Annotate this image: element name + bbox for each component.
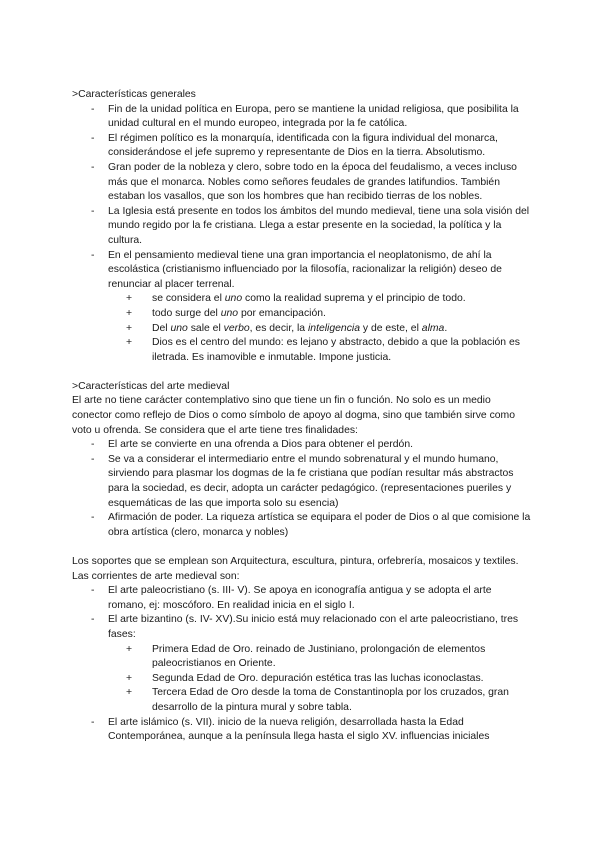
art-currents-list [72,584,532,745]
sub-list-item: + todo surge del uno por emancipación. [108,307,532,322]
neoplatonism-sublist [108,292,532,365]
list-item: - Se va a considerar el intermediario entre el mundo sobrenatural y el mundo humano, sirviendo para plasmar los dogmas de la fe cristiana que podían resultar más abstractos para la sociedad, es decir, adopta un carácter pedagógico. (representaciones pueriles y esquemáticas de las que importa solo su esencia) [72,453,532,511]
list-item: - Fin de la unidad política en Europa, pero se mantiene la unidad religiosa, que posibilita la unidad cultural en el mundo europeo, integrada por la fe católica. [72,103,532,132]
list-item: - El arte se convierte en una ofrenda a Dios para obtener el perdón. [72,438,532,453]
list-item [72,249,532,366]
byzantine-phases-sublist [108,643,532,716]
list-item: - El arte paleocristiano (s. III- V). Se apoya en iconografía antigua y se adopta el arte romano, ej: moscóforo. En realidad inicia en el siglo I. [72,584,532,613]
sub-list-item: + se considera el uno como la realidad suprema y el principio de todo. [108,292,532,307]
list-item-text: El arte bizantino (s. IV- XV).Su inicio está muy relacionado con el arte paleocristiano, tres fases: [108,614,519,640]
section-heading-medieval-art: >Características del arte medieval [72,380,230,392]
list-item: - El arte islámico (s. VII). inicio de la nueva religión, desarrollada hasta la Edad Contemporánea, aunque a la península llega hasta el siglo XV. influencias iniciales [72,716,532,745]
document-page [72,88,532,745]
sub-list-item: + Segunda Edad de Oro. depuración estética tras las luchas iconoclastas. [108,672,532,687]
art-purposes-list [72,438,532,540]
currents-heading: Las corrientes de arte medieval son: [72,570,240,582]
sub-list-item: + Tercera Edad de Oro desde la toma de Constantinopla por los cruzados, gran desarrollo de la pintura mural y sobre tabla. [108,686,532,715]
list-item: - Afirmación de poder. La riqueza artística se equipara el poder de Dios o al que comisione la obra artística (clero, monarca y nobles) [72,511,532,540]
list-item-text: En el pensamiento medieval tiene una gran importancia el neoplatonismo, de ahí la escolástica (cristianismo influenciado por la filosofía, racionalizar la religión) deseo de renunciar al placer terrenal. [108,249,502,290]
list-item [72,613,532,715]
sub-list-item: + Dios es el centro del mundo: es lejano y abstracto, debido a que la población es iletrada. Es inamovible e inmutable. Impone justicia. [108,336,532,365]
list-item: - Gran poder de la nobleza y clero, sobre todo en la época del feudalismo, a veces incluso más que el monarca. Nobles como señores feudales de grandes latifundios. También estaban los vasallos, que son los hombres que han recibido tierras de los nobles. [72,161,532,205]
list-item: - El régimen político es la monarquía, identificada con la figura individual del monarca, considerándose el jefe supremo y representante de Dios en la tierra. Absolutismo. [72,132,532,161]
list-item: - La Iglesia está presente en todos los ámbitos del mundo medieval, tiene una sola visión del mundo regido por la fe cristiana. Llega a estar presente en la sociedad, la política y la cultura. [72,205,532,249]
supports-paragraph: Los soportes que se emplean son Arquitectura, escultura, pintura, orfebrería, mosaicos y textiles. [72,556,519,567]
general-characteristics-list [72,103,532,366]
medieval-art-intro: El arte no tiene carácter contemplativo sino que tiene un fin o función. No solo es un medio conector como reflejo de Dios o como símbolo de apoyo al dogma, sino que también sirve como voto u ofrenda. Se considera que el arte tiene tres finalidades: [72,395,515,436]
sub-list-item: + Del uno sale el verbo, es decir, la inteligencia y de este, el alma. [108,322,532,337]
section-heading-general: >Características generales [72,89,196,100]
sub-list-item: + Primera Edad de Oro. reinado de Justiniano, prolongación de elementos paleocristianos en Oriente. [108,643,532,672]
